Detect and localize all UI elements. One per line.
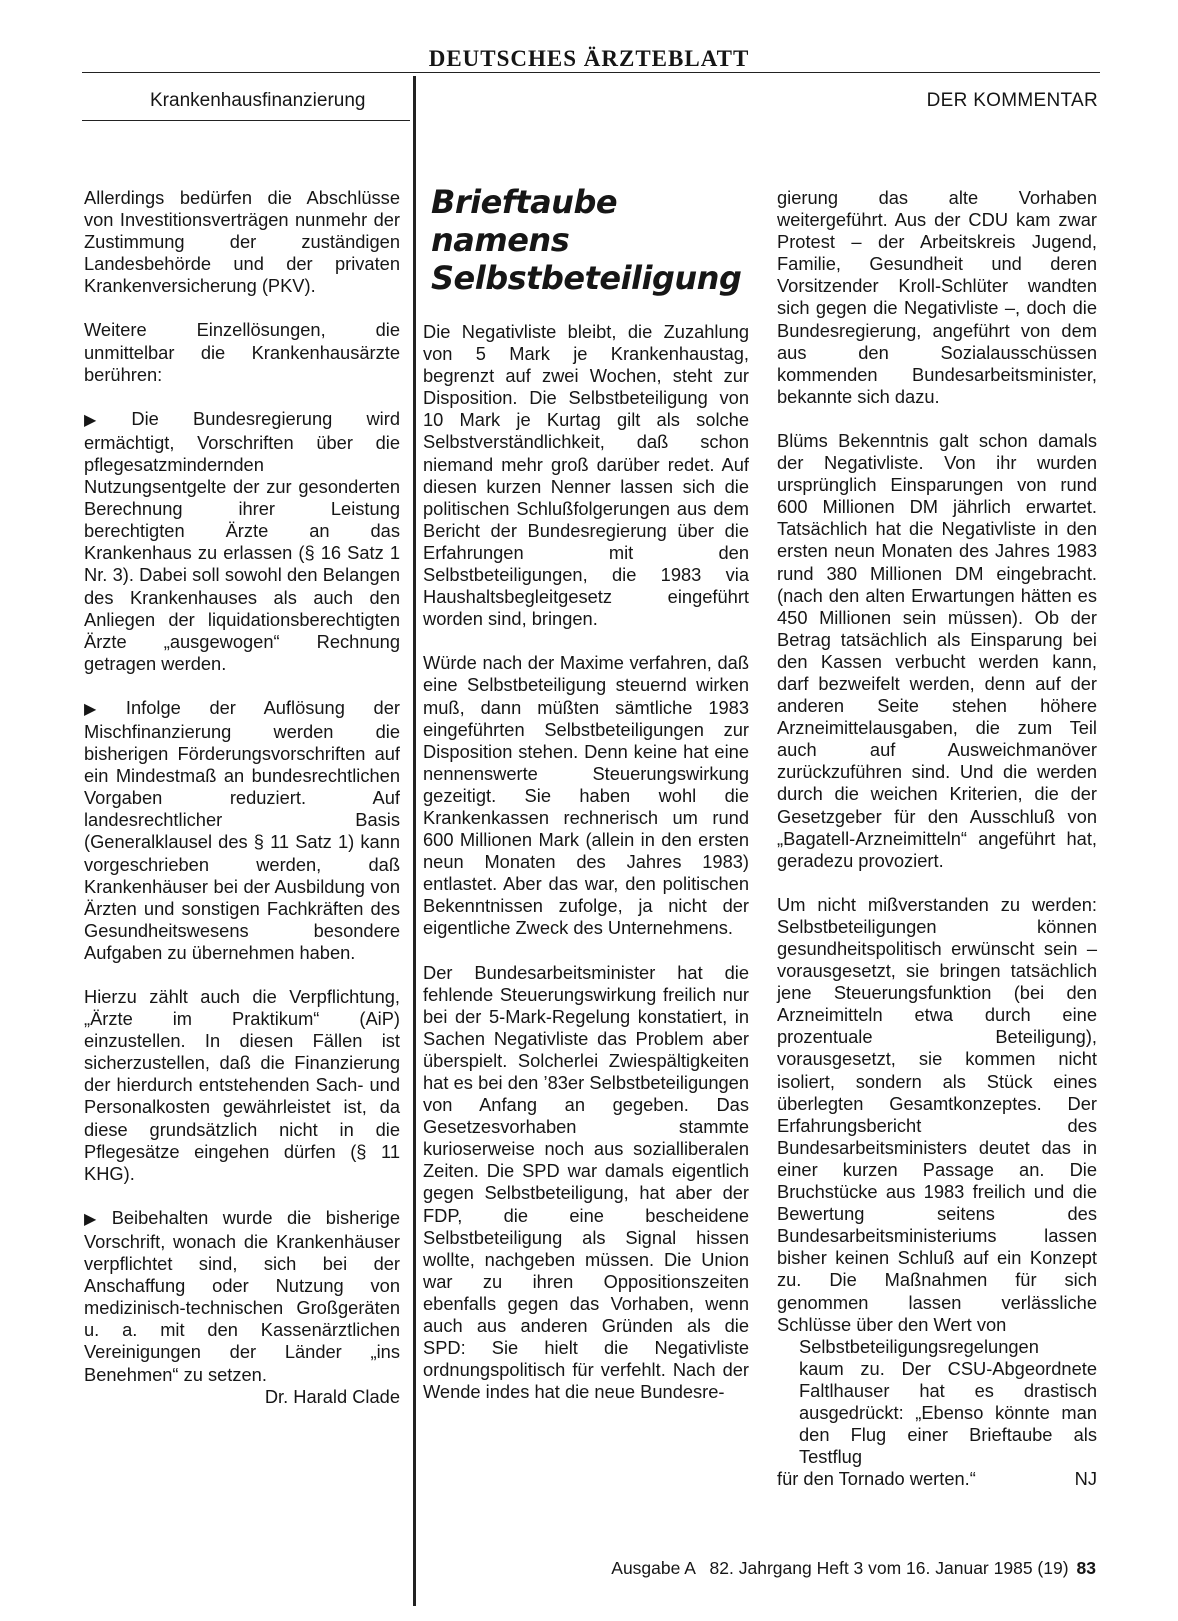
middle-column	[423, 321, 749, 1425]
headline-line: Selbstbeteiligung	[431, 259, 742, 297]
indented-text: kaum zu. Der CSU-Abgeordnete Faltlhauser hat es drastisch ausgedrückt: „Ebenso könnte man den Flug einer Brieftaube als Testflug	[799, 1357, 1097, 1468]
paragraph: Allerdings bedürfen die Abschlüsse von Investitionsverträgen nunmehr der Zustimmung der zuständigen Landesbehörde und der privaten Krankenversicherung (PKV).	[84, 187, 400, 297]
column-divider	[413, 76, 416, 1606]
paragraph: Weitere Einzellösungen, die unmittelbar die Krankenhausärzte berühren:	[84, 319, 400, 385]
section-label-right: DER KOMMENTAR	[926, 90, 1098, 111]
header-rule	[82, 72, 1100, 73]
masthead: DEUTSCHES ÄRZTEBLATT	[428, 46, 750, 71]
paragraph: Hierzu zählt auch die Verpflichtung, „Ärzte im Praktikum“ (AiP) einzustellen. In diesen Fällen ist sicherzustellen, daß die Finanzierung der hierdurch entstehenden Sach- und Personalkosten gewährleistet ist, da diese grundsätzlich nicht in die Pflegesätze eingehen dürfen (§ 11 KHG).	[84, 986, 400, 1184]
paragraph	[777, 894, 1097, 1491]
headline-line: namens	[431, 221, 570, 259]
triangle-bullet-icon: ▶	[84, 700, 120, 718]
closing-line	[777, 1468, 1097, 1490]
bullet-paragraph: ▶ Infolge der Auflösung der Mischfinanzierung werden die bisherigen Förderungsvorschriften auf ein Mindestmaß an bundesrechtlichen Vorgaben reduziert. Auf landesrechtlicher Basis (Generalklausel des § 11 Satz 1) kann vorgeschrieben werden, daß Krankenhäuser bei der Ausbildung von Ärzten und sonstigen Fachkräften des Gesundheitswesens besondere Aufgaben zu übernehmen haben.	[84, 696, 400, 963]
page-footer	[536, 1558, 1096, 1579]
bullet-paragraph: ▶ Beibehalten wurde die bisherige Vorschrift, wonach die Krankenhäuser verpflichtet sind, sich bei der Anschaffung oder Nutzung von medizinisch-technischen Großgeräten u. a. mit den Kassenärztlichen Vereinigungen der Länder „ins Benehmen“ zu setzen.	[84, 1206, 400, 1385]
author-initials: NJ	[1074, 1468, 1097, 1490]
paragraph: Würde nach der Maxime verfahren, daß eine Selbstbeteiligung steuernd wirken muß, dann müßten sämtliche 1983 eingeführten Selbstbeteiligungen zur Disposition stehen. Denn keine hat eine nennenswerte Steuerungswirkung gezeitigt. Sie haben wohl die Krankenkassen rechnerisch um rund 600 Millionen Mark (allein in den ersten neun Monaten des Jahres 1983) entlastet. Aber das war, den politischen Bekenntnissen zufolge, ja nicht der eigentliche Zweck des Unternehmens.	[423, 652, 749, 939]
paragraph: Blüms Bekenntnis galt schon damals der Negativliste. Von ihr wurden ursprünglich Einsparungen von rund 600 Millionen DM jährlich erwartet. Tatsächlich hat die Negativliste in den ersten neun Monaten des Jahres 1983 rund 380 Millionen DM eingebracht. (nach den alten Erwartungen hätten es 450 Millionen sein müssen). Ob der Betrag tatsächlich als Einsparung bei den Kassen verbucht werden kann, darf bezweifelt werden, denn auf der anderen Seite stehen höhere Arzneimittelausgaben, die zum Teil auch auf Ausweichmanöver zurückzuführen sind. Und die werden durch die weichen Kriterien, die der Gesetzgeber für den Ausschluß von „Bagatell-Arzneimitteln“ angeführt hat, geradezu provoziert.	[777, 429, 1097, 871]
right-column	[777, 187, 1097, 1490]
headline-line: Brieftaube	[431, 183, 618, 221]
left-column	[84, 187, 400, 1408]
paragraph: Die Negativliste bleibt, die Zuzahlung von 5 Mark je Krankenhaustag, begrenzt auf zwei Wochen, steht zur Disposition. Die Selbstbeteiligung von 10 Mark je Kurtag gilt als solche Selbstverständlichkeit, daß schon niemand mehr groß darüber redet. Auf diesen kurzen Nenner lassen sich die politischen Schlußfolgerungen aus dem Bericht der Bundesregierung über die Erfahrungen mit den Selbstbeteiligungen, die 1983 via Haushaltsbegleitgesetz eingeführt worden sind, bringen.	[423, 321, 749, 630]
section-label-left: Krankenhausfinanzierung	[150, 90, 366, 111]
paragraph: gierung das alte Vorhaben weitergeführt. Aus der CDU kam zwar Protest – der Arbeitskreis Jugend, Familie, Gesundheit und deren Vorsitzender Kroll-Schlüter wandten sich gegen die Negativliste –, doch die Bundesregierung, angeführt von dem aus den Sozialausschüssen kommenden Bundesarbeitsminister, bekannte sich dazu.	[777, 187, 1097, 407]
issue-info: Ausgabe A 82. Jahrgang Heft 3 vom 16. Januar 1985 (19)	[611, 1558, 1069, 1578]
paragraph-body: Um nicht mißverstanden zu werden: Selbstbeteiligungen können gesundheitspolitisch erwünscht sein – vorausgesetzt, sie bringen tatsächlich jene Steuerungsfunktion (bei den Arzneimitteln etwa durch eine prozentuale Beteiligung), vorausgesetzt, sie kommen nicht isoliert, sondern als Stück eines überlegten Gesamtkonzeptes. Der Erfahrungsbericht des Bundesarbeitsministers deutet das in einer kurzen Passage an. Die Bruchstücke aus 1983 freilich und die Bewertung seitens des Bundesarbeitsministeriums lassen bisher keinen Schluß auf ein Konzept zu. Die Maßnahmen für sich genommen lassen verlässliche Schlüsse über den Wert von	[777, 893, 1097, 1335]
triangle-bullet-icon: ▶	[84, 411, 126, 429]
closing-text: für den Tornado werten.“	[777, 1468, 976, 1490]
bullet-paragraph: ▶ Die Bundesregierung wird ermächtigt, Vorschriften über die pflegesatzmindernden Nutzungsentgelte der zur gesonderten Berechnung ihrer Leistung berechtigten Ärzte an das Krankenhaus zu erlassen (§ 16 Satz 1 Nr. 3). Dabei soll sowohl den Belangen des Krankenhauses als auch den Anliegen der liquidationsberechtigten Ärzte „ausgewogen“ Rechnung getragen werden.	[84, 407, 400, 674]
triangle-bullet-icon: ▶	[84, 1210, 106, 1228]
author-signature: Dr. Harald Clade	[264, 1385, 400, 1407]
page-number: 83	[1076, 1558, 1096, 1578]
indented-line: Selbstbeteiligungsregelungen	[799, 1335, 1039, 1357]
article-headline	[431, 183, 761, 297]
paragraph: Der Bundesarbeitsminister hat die fehlende Steuerungswirkung freilich nur bei der 5-Mark-Regelung konstatiert, in Sachen Negativliste das Problem aber überspielt. Solcherlei Zwiespältigkeiten hat es bei den ’83er Selbstbeteiligungen von Anfang an gegeben. Das Gesetzesvorhaben stammte kurioserweise noch aus sozialliberalen Zeiten. Die SPD war damals eigentlich gegen Selbstbeteiligung, hat aber der FDP, die eine bescheidene Selbstbeteiligung als Signal hissen wollte, nachgeben müssen. Die Union war zu ihren Oppositionszeiten ebenfalls gegen das Vorhaben, wenn auch aus anderen Gründen als die SPD: Sie hielt die Negativliste ordnungspolitisch für verfehlt. Nach der Wende indes hat die neue Bundesre-	[423, 961, 749, 1403]
section-rule-left	[82, 120, 410, 121]
